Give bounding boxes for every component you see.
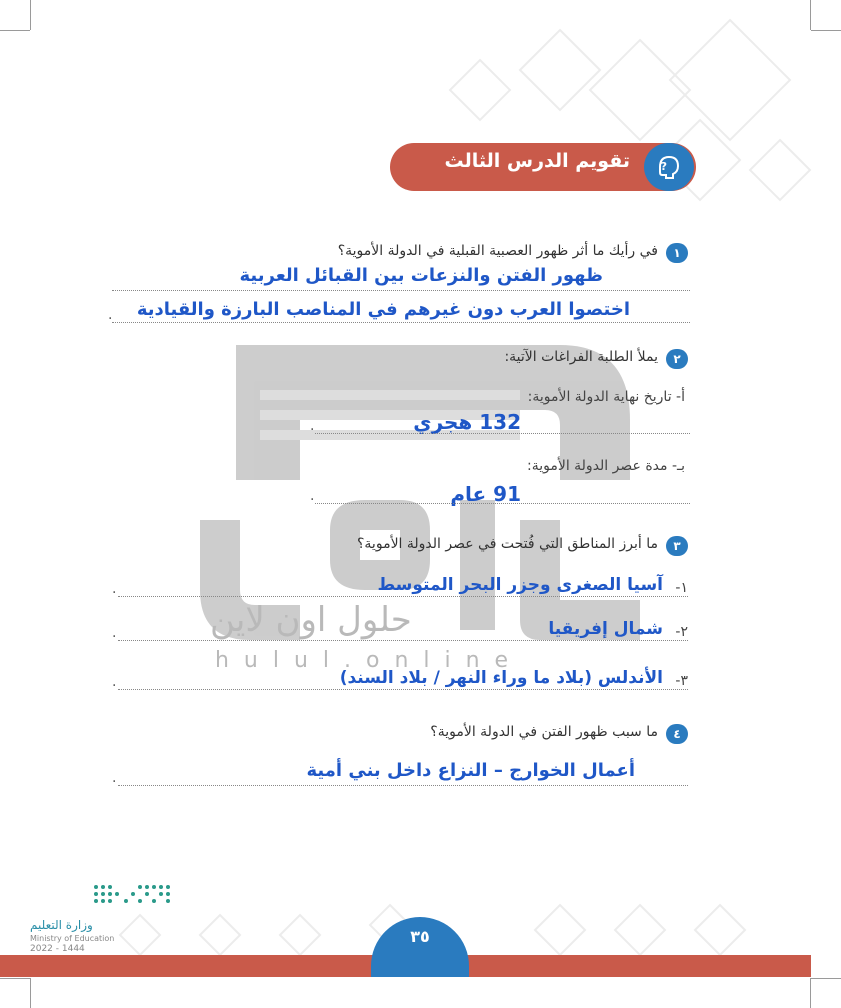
line-end-dot: . xyxy=(108,307,113,323)
question-number-3: ٣ xyxy=(666,536,688,556)
edition-year: 2022 - 1444 xyxy=(30,944,85,954)
answer-3-2: شمال إفريقيا xyxy=(548,619,663,639)
answer-4: أعمال الخوارج – النزاع داخل بني أمية xyxy=(306,760,635,781)
question-1-text: في رأيك ما أثر ظهور العصبية القبلية في الدولة الأموية؟ xyxy=(337,243,658,259)
question-4-text: ما سبب ظهور الفتن في الدولة الأموية؟ xyxy=(430,724,658,740)
line-end-dot: . xyxy=(310,488,315,504)
answer-2a: 132 هجري xyxy=(413,410,521,434)
watermark-latin-text: h u l u l . o n l i n e xyxy=(215,648,513,673)
answer-1-line-2: اختصوا العرب دون غيرهم في المناصب البارزة والقيادية xyxy=(136,299,630,320)
list-item-number: ١- xyxy=(675,580,688,596)
answer-3-1: آسيا الصغرى وجزر البحر المتوسط xyxy=(377,575,663,595)
answer-3-3: الأندلس (بلاد ما وراء النهر / بلاد السند) xyxy=(339,668,663,688)
list-item-number: ٢- xyxy=(675,624,688,640)
lesson-title: تقويم الدرس الثالث xyxy=(444,150,630,172)
question-number-2: ٢ xyxy=(666,349,688,369)
list-item-number: ٣- xyxy=(675,673,688,689)
watermark-arabic-text: حلول اون لاين xyxy=(210,600,412,640)
ministry-name-english: Ministry of Education xyxy=(30,934,115,943)
line-end-dot: . xyxy=(112,674,117,690)
line-end-dot: . xyxy=(310,418,315,434)
svg-text:?: ? xyxy=(660,160,667,173)
question-number-1: ١ xyxy=(666,243,688,263)
page-number: ٣٥ xyxy=(410,927,430,946)
answer-1-line-1: ظهور الفتن والنزعات بين القبائل العربية xyxy=(239,265,603,286)
ministry-name-arabic: وزارة التعليم xyxy=(30,918,93,932)
question-2-item-b-label: بـ- مدة عصر الدولة الأموية: xyxy=(526,458,685,474)
answer-2b: 91 عام xyxy=(450,482,521,506)
line-end-dot: . xyxy=(112,625,117,641)
line-end-dot: . xyxy=(112,581,117,597)
question-2-text: يملأ الطلبة الفراغات الآتية: xyxy=(504,349,658,365)
question-number-4: ٤ xyxy=(666,724,688,744)
question-2-item-a-label: أ- تاريخ نهاية الدولة الأموية: xyxy=(527,389,685,405)
question-3-text: ما أبرز المناطق التي فُتحت في عصر الدولة الأموية؟ xyxy=(357,536,658,552)
line-end-dot: . xyxy=(112,770,117,786)
